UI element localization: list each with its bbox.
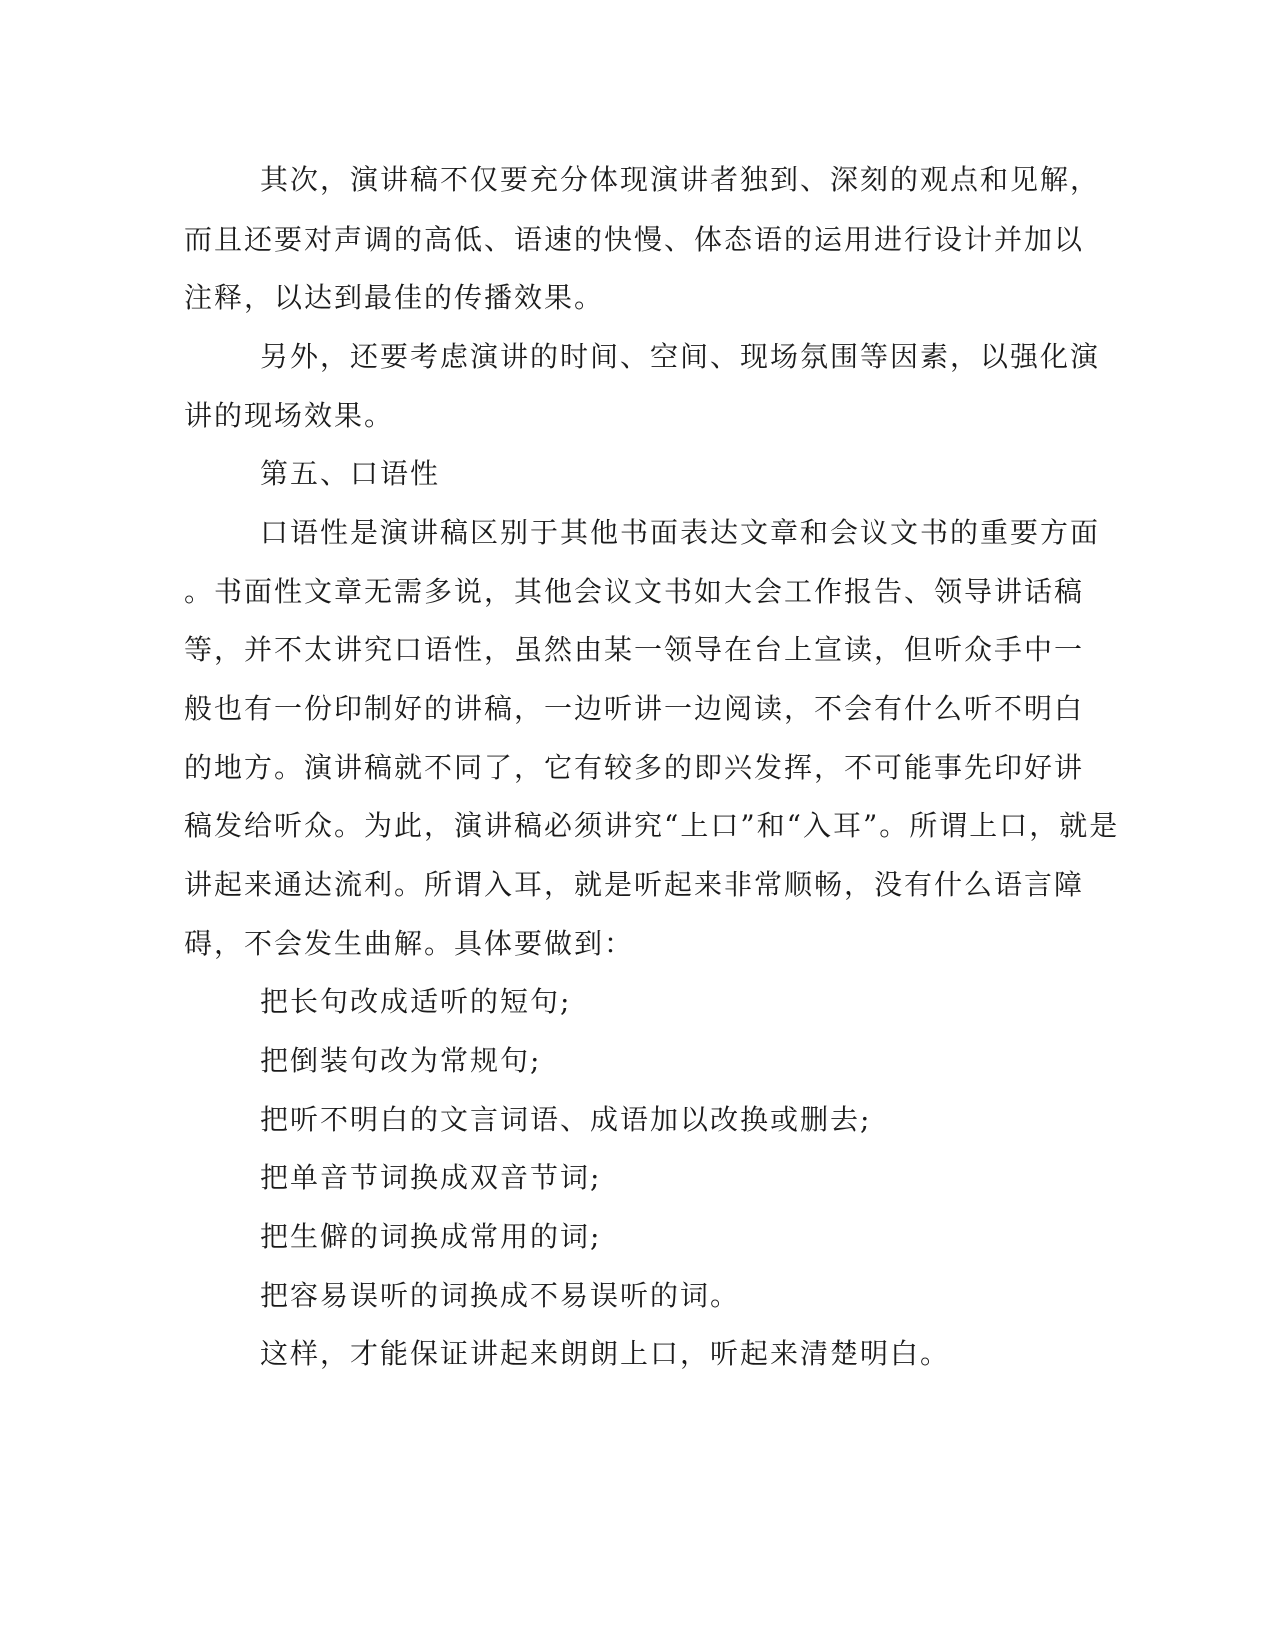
text-line: 等，并不太讲究口语性，虽然由某一领导在台上宣读，但听众手中一 xyxy=(184,633,1085,666)
text-line: 碍，不会发生曲解。具体要做到： xyxy=(184,927,635,960)
text-line: 稿发给听众。为此，演讲稿必须讲究“上口”和“入耳”。所谓上口，就是 xyxy=(184,809,1120,842)
text-line: 而且还要对声调的高低、语速的快慢、体态语的运用进行设计并加以 xyxy=(184,223,1085,256)
list-item: 把长句改成适听的短句; xyxy=(260,985,572,1018)
text-line: 注释，以达到最佳的传播效果。 xyxy=(184,281,605,314)
list-item: 把容易误听的词换成不易误听的词。 xyxy=(260,1279,741,1312)
text-line: 讲的现场效果。 xyxy=(184,399,395,432)
text-line: 这样，才能保证讲起来朗朗上口，听起来清楚明白。 xyxy=(260,1337,951,1370)
text-line: 。书面性文章无需多说，其他会议文书如大会工作报告、领导讲话稿 xyxy=(184,575,1085,608)
text-line: 的地方。演讲稿就不同了，它有较多的即兴发挥，不可能事先印好讲 xyxy=(184,751,1085,784)
text-line: 另外，还要考虑演讲的时间、空间、现场氛围等因素，以强化演 xyxy=(260,340,1101,373)
list-item: 把听不明白的文言词语、成语加以改换或删去; xyxy=(260,1103,872,1136)
text-line: 讲起来通达流利。所谓入耳，就是听起来非常顺畅，没有什么语言障 xyxy=(184,868,1085,901)
list-item: 把生僻的词换成常用的词; xyxy=(260,1220,602,1253)
text-line: 口语性是演讲稿区别于其他书面表达文章和会议文书的重要方面 xyxy=(260,516,1101,549)
text-line: 其次，演讲稿不仅要充分体现演讲者独到、深刻的观点和见解， xyxy=(260,163,1101,196)
section-heading: 第五、口语性 xyxy=(260,457,441,490)
text-line: 般也有一份印制好的讲稿，一边听讲一边阅读，不会有什么听不明白 xyxy=(184,692,1085,725)
list-item: 把单音节词换成双音节词; xyxy=(260,1161,602,1194)
list-item: 把倒装句改为常规句; xyxy=(260,1044,542,1077)
